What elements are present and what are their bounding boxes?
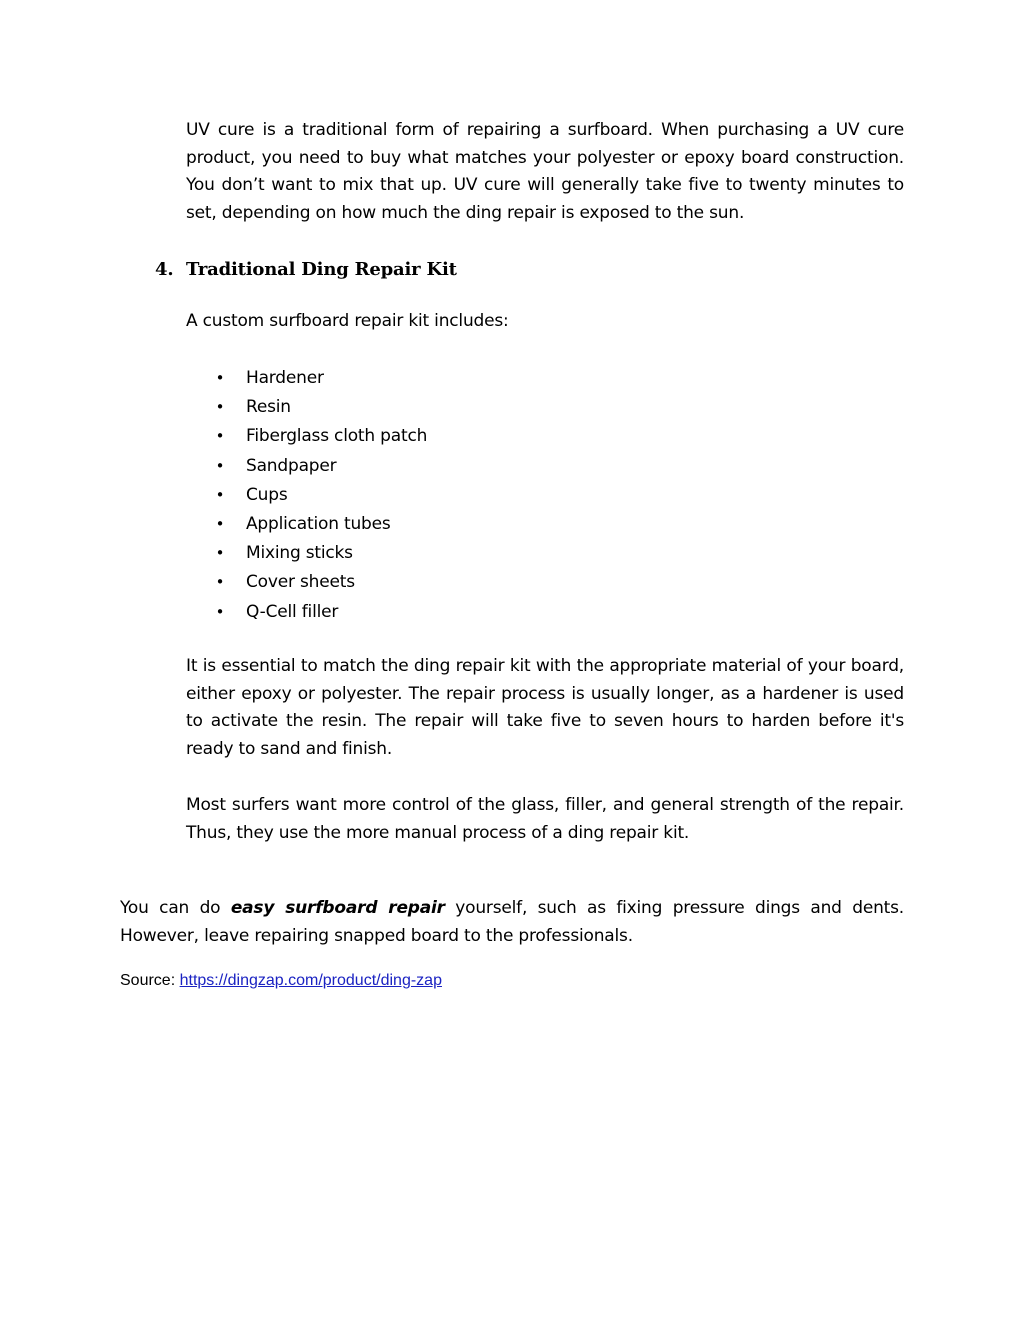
section-title: Traditional Ding Repair Kit [186,259,457,280]
list-item [214,452,427,481]
bullet-icon: • [215,514,225,533]
uv-cure-paragraph: UV cure is a traditional form of repairing a surfboard. When purchasing a UV cure product, you need to buy what matches your polyester or epoxy board construction. You don’t want to mix that up. UV cure will generally take five to twenty minutes to set, depending on how much the ding repair is exposed to the sun. [186,120,904,224]
source-line [120,969,442,993]
bullet-icon: • [215,369,225,387]
list-item-label: Cups [246,484,288,505]
list-item-label: Q-Cell filler [246,601,339,622]
section-number: 4. [155,259,174,280]
bullet-icon: • [215,544,225,563]
bullet-icon: • [215,485,225,504]
bullet-icon: • [215,427,225,446]
list-item [214,364,427,393]
list-item-label: Fiberglass cloth patch [246,426,428,447]
list-item-label: Cover sheets [246,572,355,593]
list-item-label: Mixing sticks [246,543,353,564]
conclusion-text-before: You can do [120,898,231,918]
conclusion-text-after: yourself, such as fixing pressure dings and dents. However, leave repairing snapped board to the professionals. [120,898,904,946]
list-item [214,393,427,422]
section-heading [155,256,457,284]
bullet-icon: • [215,602,225,621]
list-item-label: Resin [246,397,291,418]
list-item [214,598,427,627]
list-item-label: Sandpaper [246,455,337,476]
bullet-icon: • [215,573,225,592]
manual-process-paragraph: Most surfers want more control of the glass, filler, and general strength of the repair. Thus, they use the more manual process of a ding repair kit. [186,795,904,843]
bullet-icon: • [215,456,225,475]
kit-matching-paragraph: It is essential to match the ding repair kit with the appropriate material of your board, either epoxy or polyester. The repair process is usually longer, as a hardener is used to activate the resin. The repair will take five to seven hours to harden before it's ready to sand and finish. [186,656,904,760]
list-item-label: Application tubes [246,513,391,534]
list-item [214,422,427,451]
list-item-label: Hardener [246,368,324,388]
source-label: Source: [120,972,180,989]
list-item [214,568,427,597]
list-item [214,481,427,510]
list-item [214,539,427,568]
kit-intro-text: A custom surfboard repair kit includes: [186,311,509,331]
source-link[interactable]: https://dingzap.com/product/ding-zap [179,972,442,989]
kit-items-list [214,364,427,627]
conclusion-emphasis: easy surfboard repair [230,898,445,918]
conclusion-paragraph [120,895,904,950]
bullet-icon: • [215,398,225,417]
list-item [214,510,427,539]
